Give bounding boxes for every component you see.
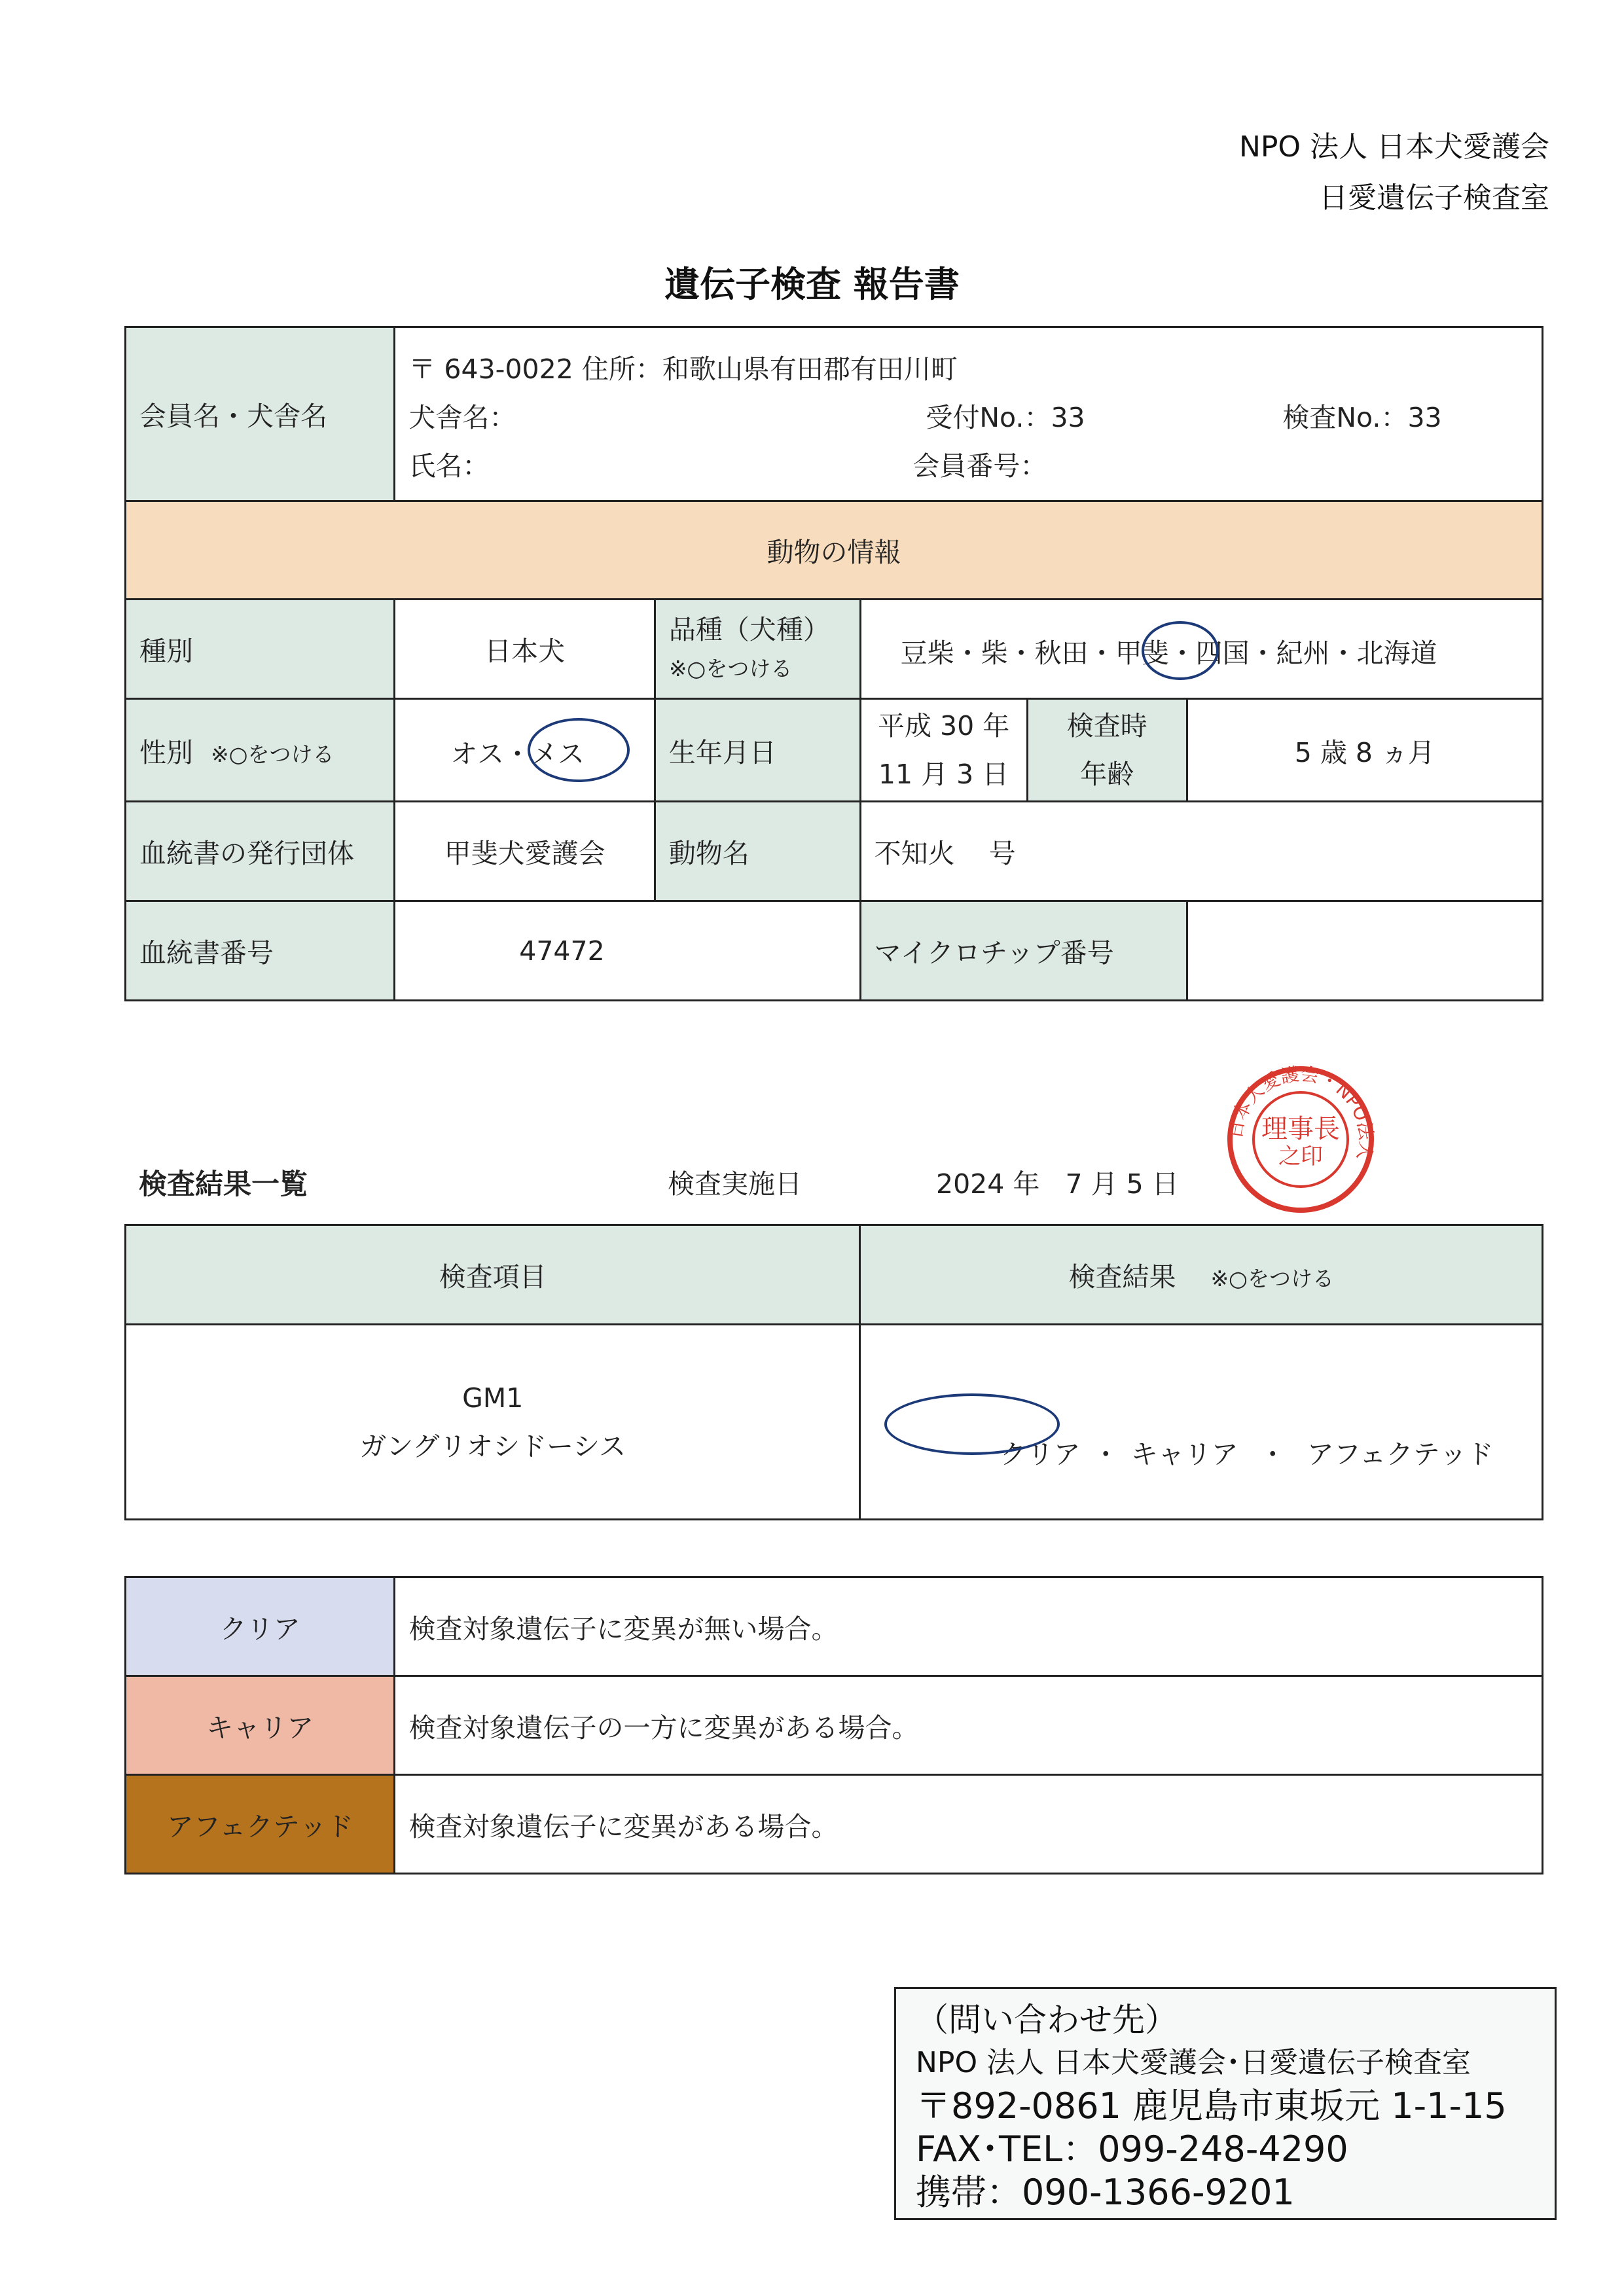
birth-date-label: 生年月日	[655, 699, 860, 802]
type-label: 種別	[126, 600, 395, 699]
breed-selection-circle	[1142, 621, 1219, 680]
legend-label-affected: アフェクテッド	[126, 1775, 395, 1874]
separator: ・	[1168, 637, 1196, 669]
pedigree-org-value: 甲斐犬愛護会	[395, 802, 655, 901]
svg-text:日本犬愛護会・NPO法人: 日本犬愛護会・NPO法人	[1225, 1064, 1376, 1162]
breed-options	[860, 600, 1542, 699]
test-item-header: 検査項目	[126, 1225, 860, 1325]
kennel-name-field: 犬舎名：	[408, 402, 516, 433]
breed-option-hokkaido: 北海道	[1356, 637, 1437, 669]
breed-option-kai: 甲斐	[1115, 637, 1169, 669]
birth-year: 平成 30 年	[877, 710, 1010, 742]
official-seal-stamp	[1225, 1064, 1376, 1215]
separator: ・	[954, 637, 981, 669]
sex-options	[395, 699, 655, 802]
test-result-header	[860, 1225, 1543, 1325]
result-option-carrier: キャリア	[1130, 1439, 1238, 1470]
separator: ・	[1088, 637, 1115, 669]
sex-label-note: ※○をつける	[211, 741, 334, 767]
document-title: 遺伝子検査 報告書	[664, 264, 960, 305]
breed-label-text: 品種（犬種）	[668, 613, 830, 645]
breed-label-note: ※○をつける	[668, 655, 793, 681]
member-details	[395, 327, 1543, 501]
contact-org: NPO 法人 日本犬愛護会･日愛遺伝子検査室	[916, 2046, 1471, 2079]
sex-selection-circle	[528, 718, 630, 782]
pedigree-org-label: 血統書の発行団体	[126, 802, 395, 901]
contact-box	[894, 1987, 1557, 2220]
separator: ・	[1092, 1439, 1119, 1470]
breed-option-shiba: 柴	[981, 637, 1008, 669]
age-label-line1: 検査時	[1066, 710, 1147, 742]
test-result-cell	[860, 1325, 1543, 1520]
breed-option-akita: 秋田	[1034, 637, 1089, 669]
pedigree-org-row	[126, 802, 1543, 901]
separator: ・	[503, 738, 531, 770]
birth-month-day: 11 月 3 日	[878, 759, 1009, 790]
svg-text:理事長: 理事長	[1261, 1114, 1340, 1144]
test-result-header-note: ※○をつける	[1210, 1266, 1334, 1291]
legend-row-carrier	[126, 1676, 1543, 1775]
birth-age-cell	[860, 699, 1187, 802]
reception-number: 受付No.：33	[926, 402, 1085, 433]
sex-option-female: メス	[530, 738, 585, 770]
contact-fax-tel: FAX･TEL：099-248-4290	[916, 2128, 1348, 2170]
test-date-label: 検査実施日	[668, 1168, 802, 1200]
legend-row-affected	[126, 1775, 1543, 1874]
info-table	[124, 326, 1543, 1001]
results-table	[124, 1224, 1543, 1520]
sex-label	[126, 699, 395, 802]
sex-row	[126, 699, 1543, 802]
member-number-field: 会員番号：	[912, 450, 1047, 482]
test-item-code: GM1	[462, 1382, 524, 1414]
breed-option-shikoku: 四国	[1195, 637, 1250, 669]
contact-address: 〒892-0861 鹿児島市東坂元 1-1-15	[916, 2085, 1507, 2126]
lab-name: 日愛遺伝子検査室	[1319, 181, 1549, 215]
test-item-name: ガングリオシドーシス	[359, 1430, 626, 1462]
separator: ・	[1259, 1439, 1286, 1470]
test-result-header-text: 検査結果	[1068, 1261, 1176, 1293]
member-label: 会員名・犬舎名	[126, 327, 395, 501]
pedigree-number-row	[126, 901, 1543, 1001]
birth-date-value	[861, 700, 1028, 800]
breed-option-kishu: 紀州	[1276, 637, 1330, 669]
result-option-clear: クリア	[1000, 1439, 1081, 1470]
animal-name-label: 動物名	[655, 802, 860, 901]
test-number: 検査No.：33	[1282, 402, 1442, 433]
breed-label	[655, 600, 860, 699]
contact-mobile: 携帯：090-1366-9201	[916, 2172, 1295, 2213]
result-selection-circle	[884, 1393, 1060, 1455]
results-heading: 検査結果一覧	[139, 1168, 308, 1201]
animal-info-heading: 動物の情報	[126, 501, 1543, 600]
org-name: NPO 法人 日本犬愛護会	[1238, 130, 1549, 164]
animal-name-value: 不知火 号	[860, 802, 1542, 901]
type-row	[126, 600, 1543, 699]
legend-row-clear	[126, 1577, 1543, 1676]
microchip-label: マイクロチップ番号	[860, 901, 1187, 1001]
member-row	[126, 327, 1543, 501]
age-label-line2: 年齢	[1080, 759, 1134, 790]
age-value: 5 歳 8 ヵ月	[1187, 699, 1542, 802]
legend-desc-affected: 検査対象遺伝子に変異がある場合。	[395, 1775, 1543, 1874]
separator: ・	[1329, 637, 1357, 669]
birth-age-subtable	[861, 700, 1186, 800]
pedigree-number-label: 血統書番号	[126, 901, 395, 1001]
legend-label-clear: クリア	[126, 1577, 395, 1676]
svg-text:之印: 之印	[1278, 1143, 1323, 1170]
sex-label-text: 性別	[139, 736, 193, 768]
sex-option-male: オス	[450, 738, 504, 770]
legend-label-carrier: キャリア	[126, 1676, 395, 1775]
address-line: 〒 643-0022 住所：和歌山県有田郡有田川町	[408, 353, 958, 385]
owner-name-field: 氏名：	[408, 450, 490, 482]
test-item-cell	[126, 1325, 860, 1520]
type-value: 日本犬	[395, 600, 655, 699]
legend-desc-clear: 検査対象遺伝子に変異が無い場合。	[395, 1577, 1543, 1676]
pedigree-number-value: 47472	[395, 901, 860, 1001]
separator: ・	[1007, 637, 1035, 669]
breed-option-mameshiba: 豆柴	[900, 637, 954, 669]
result-option-affected: アフェクテッド	[1307, 1439, 1494, 1470]
test-date-value: 2024 年 7 月 5 日	[936, 1168, 1179, 1200]
contact-heading: （問い合わせ先）	[916, 2001, 1178, 2039]
legend-table	[124, 1576, 1543, 1874]
age-label	[1027, 700, 1186, 800]
separator: ・	[1249, 637, 1276, 669]
microchip-value	[1187, 901, 1542, 1001]
legend-desc-carrier: 検査対象遺伝子の一方に変異がある場合。	[395, 1676, 1543, 1775]
